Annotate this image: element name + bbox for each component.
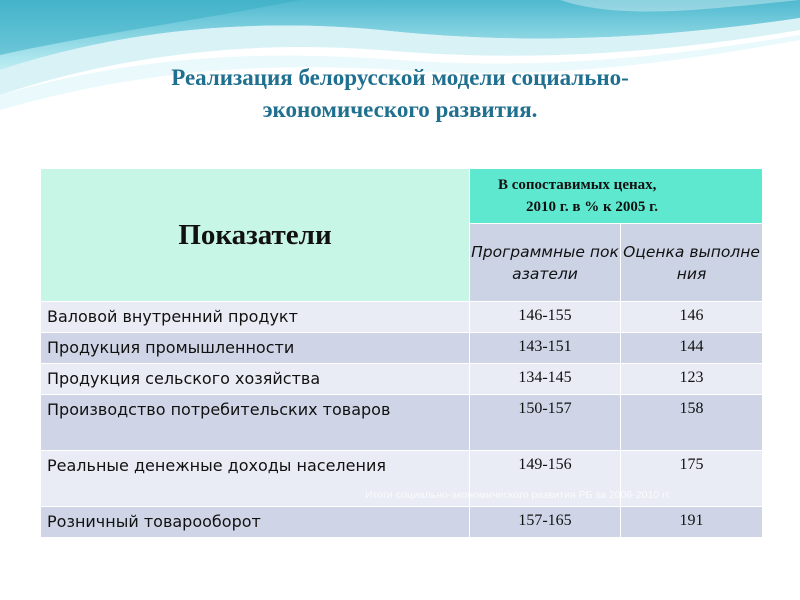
header-execution-estimate: Оценка выполнения <box>621 224 763 302</box>
slide-title-line2: экономического развития. <box>262 97 538 122</box>
row-actual-value: 158 <box>621 395 763 451</box>
row-program-value: 134-145 <box>470 364 621 395</box>
row-program-value: 150-157 <box>470 395 621 451</box>
slide-title-line1: Реализация белорусской модели социально- <box>171 65 629 90</box>
row-label: Валовой внутренний продукт <box>41 302 470 333</box>
row-label: Производство потребительских товаров <box>41 395 470 451</box>
source-footnote: Итоги социально-экономического развития РБ за 2006-2010 гг. <box>365 489 672 501</box>
row-actual-value: 175 <box>621 451 763 507</box>
table-row <box>41 395 763 451</box>
row-label: Реальные денежные доходы населения <box>41 451 470 507</box>
header-comparable-prices <box>470 169 763 224</box>
indicators-table <box>40 168 763 538</box>
slide-title <box>60 62 740 126</box>
row-program-value: 149-156 <box>470 451 621 507</box>
row-label: Продукция сельского хозяйства <box>41 364 470 395</box>
table-row <box>41 333 763 364</box>
row-actual-value: 144 <box>621 333 763 364</box>
row-program-value: 143-151 <box>470 333 621 364</box>
header-indicators: Показатели <box>41 169 470 302</box>
table-row <box>41 364 763 395</box>
row-label: Продукция промышленности <box>41 333 470 364</box>
header-group-line1: В сопоставимых ценах, <box>498 177 657 193</box>
row-label: Розничный товарооборот <box>41 507 470 538</box>
row-program-value: 146-155 <box>470 302 621 333</box>
header-program-indicators: Программные показатели <box>470 224 621 302</box>
table-header-row <box>41 169 763 224</box>
table-row <box>41 302 763 333</box>
table-row <box>41 507 763 538</box>
row-actual-value: 123 <box>621 364 763 395</box>
row-actual-value: 191 <box>621 507 763 538</box>
row-program-value: 157-165 <box>470 507 621 538</box>
header-group-line2: 2010 г. в % к 2005 г. <box>526 199 658 215</box>
row-actual-value: 146 <box>621 302 763 333</box>
